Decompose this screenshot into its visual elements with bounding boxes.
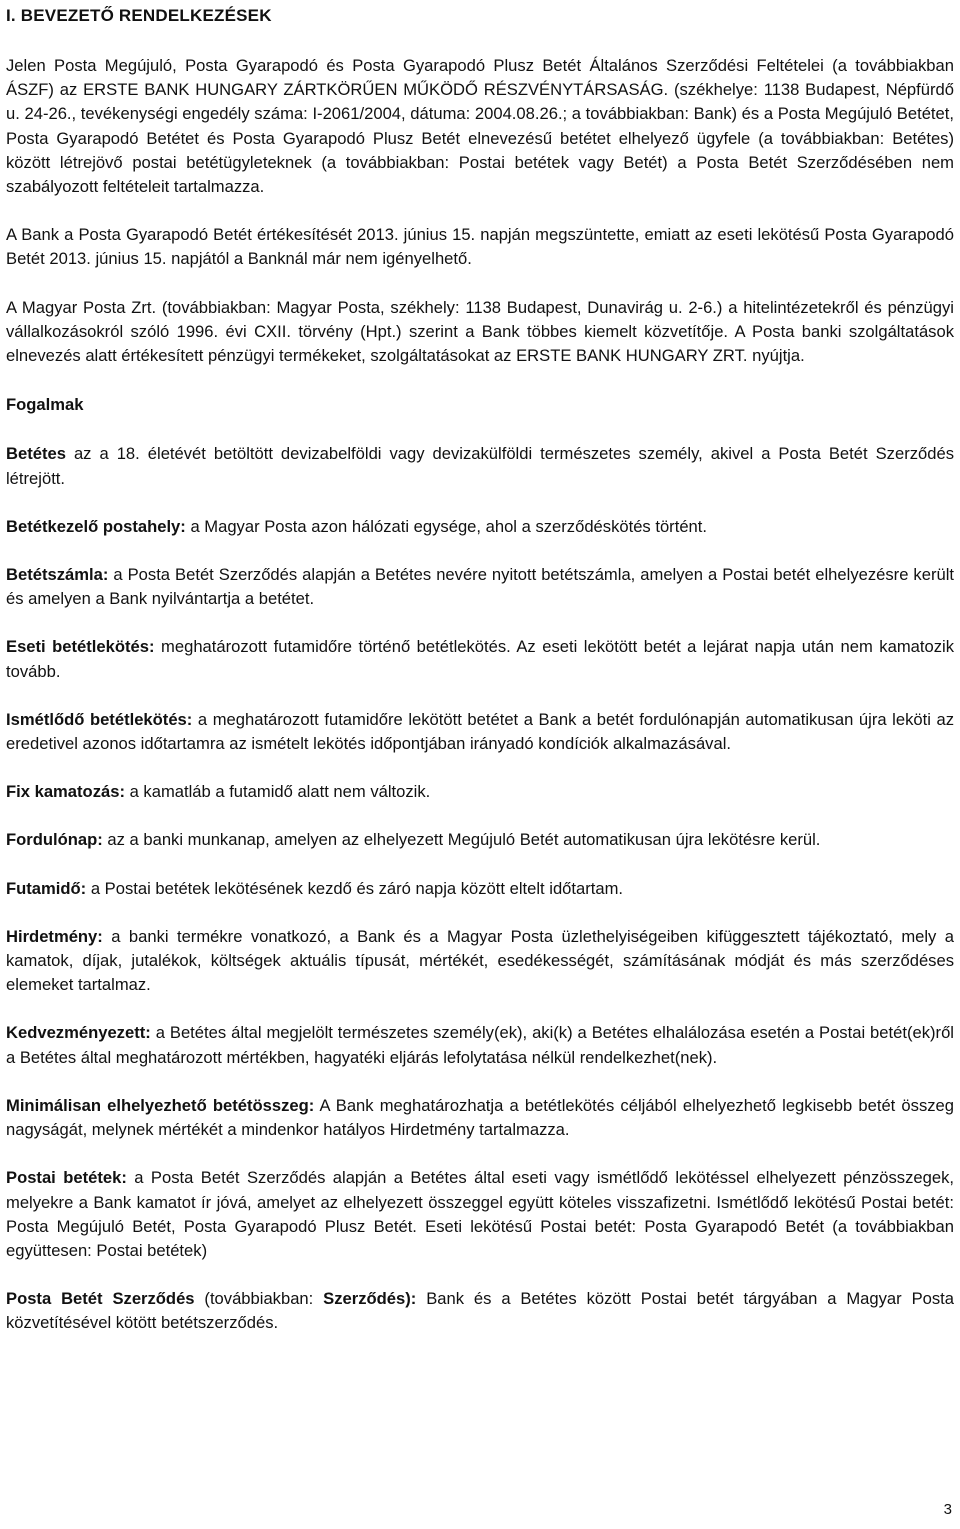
definition-text: a Magyar Posta azon hálózati egysége, ahol a szerződéskötés történt.: [185, 516, 707, 536]
definition-text: a kamatláb a futamidő alatt nem változik.: [124, 782, 431, 802]
definition-text: a Posta Betét Szerződés alapján a Betétes által eseti vagy ismétlődő lekötéssel elhelyezett pénzösszegek, melyekre a Bank kamatot ír jóvá, amelyet az elhelyezett összeggel együtt köteles visszafizetni. Ismétlődő lekötésű Postai betét: Posta Megújuló Betét, Posta Gyarapodó Plusz Betét. Eseti lekötésű Postai betét: Posta Gyarapodó Betét (a továbbiakban együttesen: Postai betétek): [6, 1168, 954, 1260]
definition-term: Betétkezelő postahely:: [6, 516, 186, 536]
definition-item: [6, 515, 954, 539]
definition-term: Betétszámla:: [6, 565, 109, 585]
definition-term: Hirdetmény:: [6, 926, 103, 946]
definition-item: [6, 1094, 954, 1142]
definition-item: [6, 877, 954, 901]
definition-item: [6, 442, 954, 490]
definition-term: Fordulónap:: [6, 830, 103, 850]
definition-text: a banki termékre vonatkozó, a Bank és a Magyar Posta üzlethelyiségeiben kifüggesztett tájékoztató, mely a kamatok, díjak, jutalékok, költségek aktuális típusát, mértékét, esedékességét, számításának módját és más szerződéses elemeket tartalmaz.: [6, 926, 954, 995]
intro-section: [6, 54, 954, 368]
definition-item: [6, 1021, 954, 1069]
definition-term: Futamidő:: [6, 878, 87, 898]
definition-text: meghatározott futamidőre történő betétlekötés. Az eseti lekötött betét a lejárat napja után nem kamatozik tovább.: [6, 637, 954, 681]
definition-term: Fix kamatozás:: [6, 782, 125, 802]
section-title: I. BEVEZETŐ RENDELKEZÉSEK: [6, 6, 272, 25]
definition-item: [6, 563, 954, 611]
definition-item: [6, 780, 954, 804]
definitions-heading: Fogalmak: [6, 395, 84, 415]
definition-term: Kedvezményezett:: [6, 1023, 151, 1043]
definition-text: a Postai betétek lekötésének kezdő és záró napja között eltelt időtartam.: [86, 878, 624, 898]
definition-term: Ismétlődő betétlekötés:: [6, 709, 193, 729]
definition-term: Minimálisan elhelyezhető betétösszeg:: [6, 1095, 315, 1115]
definition-term: Betétes: [6, 444, 66, 464]
definition-term: Eseti betétlekötés:: [6, 637, 155, 657]
definition-text: a Posta Betét Szerződés alapján a Betétes nevére nyitott betétszámla, amelyen a Postai betét elhelyezésre került és amelyen a Bank nyilvántartja a betétet.: [6, 565, 954, 609]
definition-item: [6, 708, 954, 756]
definition-text: az a 18. életévét betöltött devizabelföldi vagy devizakülföldi természetes személy, akivel a Posta Betét Szerződés létrejött.: [6, 444, 954, 488]
definition-term-secondary: Szerződés):: [323, 1289, 417, 1309]
definition-item: [6, 1166, 954, 1263]
definition-item: [6, 925, 954, 998]
definitions-list: [6, 442, 954, 1335]
definition-text: a Betétes által megjelölt természetes személy(ek), aki(k) a Betétes elhalálozása esetén a Postai betét(ek)ről a Betétes által meghatározott mértékben, hagyatéki eljárás lefolytatása nélkül rendelkezhet(nek).: [6, 1023, 954, 1067]
definition-term: Posta Betét Szerződés: [6, 1289, 195, 1309]
intro-paragraph: A Magyar Posta Zrt. (továbbiakban: Magyar Posta, székhely: 1138 Budapest, Dunavirág u. 2-6.) a hitelintézetekről és pénzügyi vállalkozásokról szóló 1996. évi CXII. törvény (Hpt.) szerint a Bank többes kiemelt közvetítője. A Posta banki szolgáltatások elnevezés alatt értékesített pénzügyi termékeket, szolgáltatásokat az ERSTE BANK HUNGARY ZRT. nyújtja.: [6, 297, 954, 366]
definition-term: Postai betétek:: [6, 1168, 127, 1188]
intro-paragraph: Jelen Posta Megújuló, Posta Gyarapodó és Posta Gyarapodó Plusz Betét Általános Szerződési Feltételei (a továbbiakban ÁSZF) az ERSTE BANK HUNGARY ZÁRTKÖRŰEN MŰKÖDŐ RÉSZVÉNYTÁRSASÁG. (székhelye: 1138 Budapest, Népfürdő u. 24-26., tevékenységi engedély száma: I-2061/2004, dátuma: 2004.08.26.; a továbbiakban: Bank) és a Posta Megújuló Betétet, Posta Gyarapodó Betétet és Posta Gyarapodó Plusz Betét elnevezésű betétet elhelyező ügyfele (a továbbiakban: Betétes) között létrejövő postai betétügyleteknek (a továbbiakban: Postai betétek vagy Betét) a Posta Betét Szerződésében nem szabályozott feltételeit tartalmazza.: [6, 56, 954, 197]
page-number: 3: [943, 1501, 952, 1518]
document-page: [6, 0, 954, 1336]
definition-text: Bank és a Betétes között Postai betét tárgyában a Magyar Posta közvetítésével kötött betétszerződés.: [6, 1289, 955, 1333]
definition-item: [6, 828, 954, 852]
intro-paragraph: A Bank a Posta Gyarapodó Betét értékesítését 2013. június 15. napján megszüntette, emiatt az eseti lekötésű Posta Gyarapodó Betét 2013. június 15. napjától a Banknál már nem igényelhető.: [6, 225, 954, 269]
definition-text: az a banki munkanap, amelyen az elhelyezett Megújuló Betét automatikusan újra lekötésre kerül.: [102, 830, 821, 850]
definition-item: [6, 635, 954, 683]
definition-item: [6, 1287, 954, 1335]
definition-text: (továbbiakban:: [194, 1289, 324, 1309]
definition-text: a meghatározott futamidőre lekötött betétet a Bank a betét fordulónapján automatikusan újra leköti az eredetivel azonos időtartamra az ismételt lekötés időpontjában irányadó kondíciók alkalmazásával.: [6, 709, 954, 754]
definition-text: A Bank meghatározhatja a betétlekötés céljából elhelyezhető legkisebb betét összeg nagyságát, melynek mértékét a mindenkor hatályos Hirdetmény tartalmazza.: [6, 1095, 954, 1140]
